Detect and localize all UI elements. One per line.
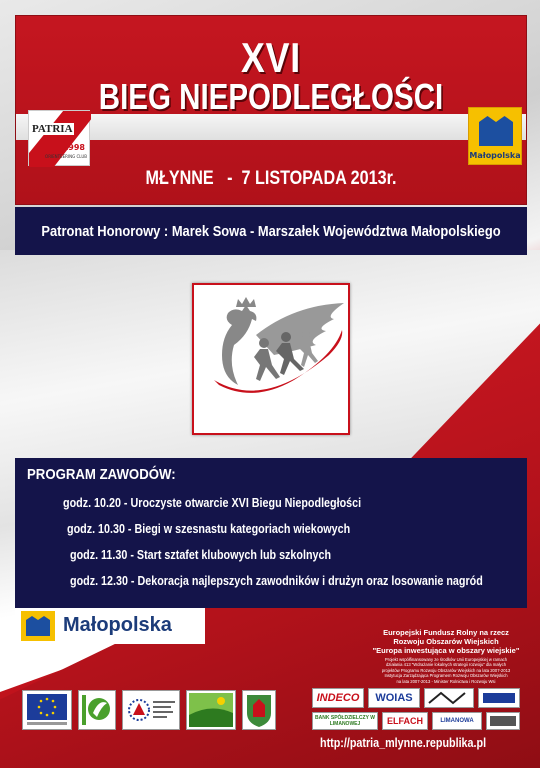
fund-text [362, 657, 530, 684]
malopolska-logo-label: Małopolska [469, 151, 521, 160]
fund-line-3: projektów Programu Rozwoju Obszarów Wiejskich na lata 2007-2013 [381, 667, 511, 673]
edition-title: XVI [240, 34, 302, 81]
event-emblem [192, 283, 350, 435]
patria-logo [28, 110, 90, 166]
malopolska-logo [468, 107, 522, 165]
fund-title-3: "Europa inwestująca w obszary wiejskie" [372, 646, 520, 655]
fund-line-5: na lata 2007-2013 - Minister Rolnictwa i Rozwoju Wsi [396, 678, 496, 684]
malopolska-footer-logo [15, 608, 205, 644]
eafrd-info [362, 628, 530, 684]
sponsor-limanowa-logo: LIMANOWA [432, 712, 482, 730]
header-panel [15, 15, 527, 205]
fund-line-2: działania 413 "Wdrażanie lokalnych strategii rozwoju" dla małych [385, 662, 507, 668]
program-title: PROGRAM ZAWODÓW: [27, 466, 176, 483]
leader-icon [78, 690, 116, 730]
malopolska-footer-label: Małopolska [63, 614, 172, 636]
malopolska-crest-icon [479, 116, 513, 146]
sponsor-logo-8 [486, 712, 520, 730]
sponsor-elfach-logo: ELFACH [382, 712, 428, 730]
patronat-text: Patronat Honorowy : Marek Sowa - Marszałek Województwa Małopolskiego [41, 222, 501, 240]
date-line: MŁYNNE - 7 LISTOPADA 2013r. [145, 168, 397, 189]
program-item: godz. 10.30 - Biegi w szesnastu kategoriach wiekowych [67, 522, 351, 536]
prow-icon [122, 690, 180, 730]
event-title: BIEG NIEPODLEGŁOŚCI [98, 76, 444, 117]
program-item: godz. 12.30 - Dekoracja najlepszych zawodników i drużyn oraz losowanie nagród [70, 574, 483, 588]
sponsor-indeco-logo: INDECO [312, 688, 364, 708]
fund-line-1: Projekt współfinansowany ze środków Unii Europejskiej w ramach [384, 657, 508, 662]
fund-title-2: Rozwoju Obszarów Wiejskich [393, 637, 499, 646]
sponsor-bank-logo: BANK SPÓŁDZIELCZY W LIMANOWEJ [312, 712, 378, 730]
program-item: godz. 11.30 - Start sztafet klubowych lub szkolnych [70, 548, 332, 562]
coat-of-arms-icon [242, 690, 276, 730]
patria-logo-club: ORIENTEERING CLUB [45, 154, 87, 159]
program-panel [15, 458, 527, 608]
eagle-runners-emblem-icon [194, 285, 348, 433]
patria-logo-year: 1998 [62, 143, 85, 152]
eu-flag-icon [22, 690, 72, 730]
sponsor-logo-3 [424, 688, 474, 708]
malopolska-crest-icon [21, 611, 55, 641]
fund-title-1: Europejski Fundusz Rolny na rzecz [383, 628, 509, 637]
website-url[interactable]: http://patria_mlynne.republika.pl [320, 736, 487, 750]
sponsor-woias-logo: WOIAS [368, 688, 420, 708]
fund-line-4: Instytucja Zarządzająca Programem Rozwoju Obszarów Wiejskich [384, 673, 508, 679]
lgd-icon [186, 690, 236, 730]
patria-logo-name: PATRIA [32, 123, 73, 135]
program-item: godz. 10.20 - Uroczyste otwarcie XVI Biegu Niepodległości [63, 496, 362, 510]
patronat-banner [15, 207, 527, 255]
sponsor-logo-4 [478, 688, 520, 708]
